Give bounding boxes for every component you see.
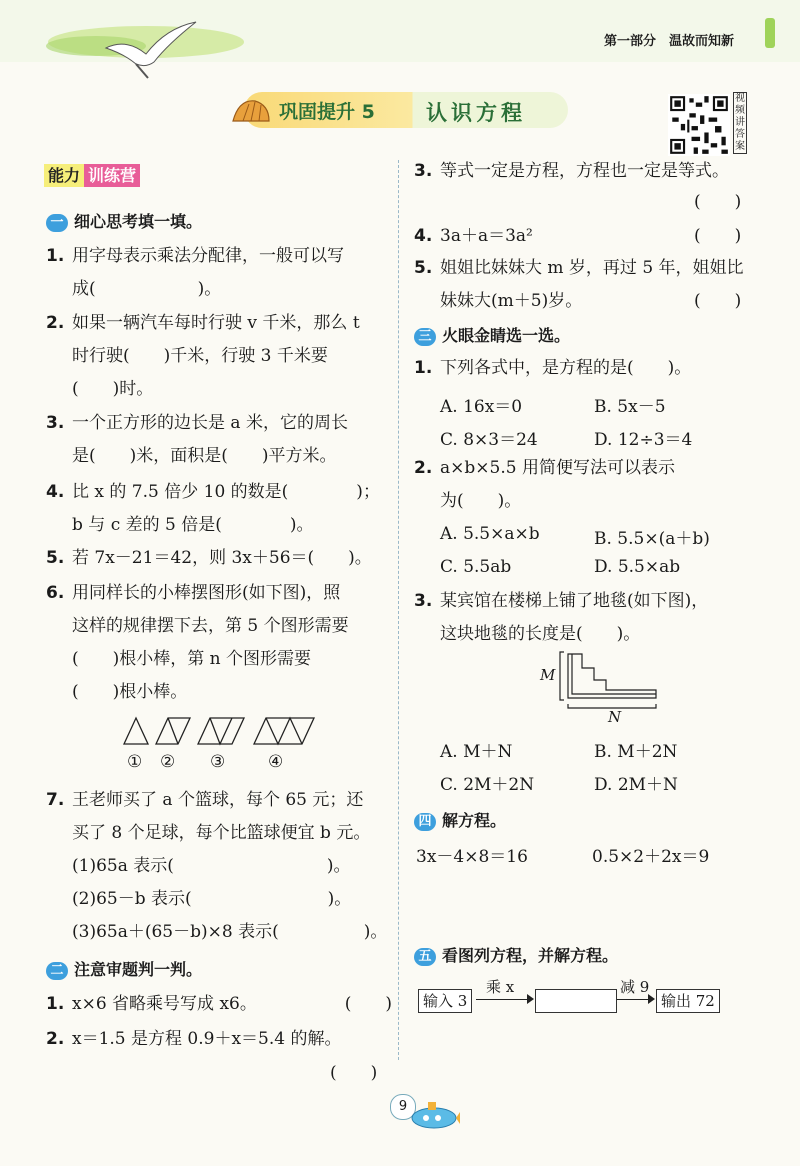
part-title: 第一部分 温故而知新 [604, 34, 735, 49]
s2-question-3 [414, 155, 764, 188]
q-text-line2: 妹妹大(m＋5)岁。 [440, 291, 583, 311]
q-number: 4. [46, 482, 65, 502]
judge-parens[interactable]: ( ) [694, 226, 742, 246]
figure-label-4: ④ [268, 752, 284, 772]
corner-decoration [765, 18, 775, 48]
q-text-line4[interactable]: ( )根小棒。 [72, 682, 188, 702]
triangle-pattern-figure [120, 712, 320, 748]
shell-icon [229, 95, 273, 125]
q-text-line2[interactable]: 时行驶( )千米，行驶 3 千米要 [72, 346, 328, 366]
flow-output-box: 输出 72 [656, 989, 720, 1013]
q-text: 用同样长的小棒摆图形(如下图)，照 [72, 583, 341, 603]
s2-question-1 [46, 988, 396, 1021]
q-text: 王老师买了 a 个篮球，每个 65 元；还 [72, 790, 364, 810]
section4-heading [414, 808, 506, 831]
qr-label: 视频讲答案 [735, 93, 745, 152]
section1-number: 一 [46, 214, 68, 232]
section5-heading [414, 943, 618, 966]
s1-question-5 [46, 542, 391, 575]
option-b[interactable]: B. 5.5×(a＋b) [594, 529, 710, 549]
figure-label-3: ③ [210, 752, 226, 772]
ability-badge [44, 163, 140, 187]
section3-heading [414, 323, 570, 346]
lesson-title-number: 巩固提升 5 [279, 101, 375, 123]
q-text[interactable]: 若 7x－21＝42，则 3x＋56＝( )。 [72, 548, 372, 568]
q-number: 3. [414, 161, 433, 181]
option-c[interactable]: C. 5.5ab [440, 557, 512, 577]
q-number: 4. [414, 226, 433, 246]
flow-input-box: 输入 3 [418, 989, 472, 1013]
section1-title: 细心思考填一填。 [74, 212, 203, 231]
s1-question-1 [46, 240, 391, 306]
lesson-title: 认识方程 [426, 101, 526, 125]
q7-sub-1[interactable]: (1)65a 表示( )。 [72, 856, 351, 876]
q-text-line2[interactable]: 是( )米，面积是( )平方米。 [72, 446, 337, 466]
option-a[interactable]: A. M＋N [440, 742, 513, 762]
figure-label-2: ② [160, 752, 176, 772]
section3-number: 三 [414, 328, 436, 346]
q-text[interactable]: 比 x 的 7.5 倍少 10 的数是( )； [72, 482, 380, 502]
q-number: 3. [46, 413, 65, 433]
option-a[interactable]: A. 16x＝0 [440, 397, 523, 417]
s3-question-1 [414, 352, 764, 385]
section5-number: 五 [414, 948, 436, 966]
q-text-line2[interactable]: 这块地毯的长度是( )。 [440, 624, 641, 644]
equation-2: 0.5×2＋2x＝9 [592, 847, 710, 867]
q-text-line2: 这样的规律摆下去，第 5 个图形需要 [72, 616, 349, 636]
s2-question-4 [414, 220, 764, 253]
q-text[interactable]: 下列各式中，是方程的是( )。 [440, 358, 692, 378]
flow-arrow-1 [476, 999, 532, 1000]
q-text: x×6 省略乘号写成 x6。 [72, 994, 257, 1014]
q-number: 7. [46, 790, 65, 810]
option-d[interactable]: D. 12÷3＝4 [594, 430, 693, 450]
q-number: 1. [46, 246, 65, 266]
q-text-line2[interactable]: 成( )。 [72, 279, 222, 299]
q-text: 一个正方形的边长是 a 米，它的周长 [72, 413, 348, 433]
s1-question-7 [46, 784, 396, 949]
section5-title: 看图列方程，并解方程。 [442, 946, 619, 965]
flow-arrow-2 [617, 999, 651, 1000]
option-b[interactable]: B. M＋2N [594, 742, 678, 762]
section2-title: 注意审题判一判。 [74, 960, 203, 979]
q-number: 3. [414, 591, 433, 611]
arrow-head-icon [648, 994, 655, 1004]
s3-question-2 [414, 452, 764, 518]
q-text-line2[interactable]: 为( )。 [440, 491, 522, 511]
q-text: 3a＋a＝3a² [440, 226, 533, 246]
judge-parens[interactable]: ( ) [694, 291, 742, 311]
section1-heading [46, 209, 202, 232]
submarine-icon [404, 1094, 460, 1134]
figure-label-n: N [608, 708, 622, 726]
s1-question-4 [46, 476, 391, 542]
s2-question-2 [46, 1023, 396, 1056]
q-number: 6. [46, 583, 65, 603]
q7-sub-2[interactable]: (2)65－b 表示( )。 [72, 889, 352, 909]
badge-part-a: 能力 [44, 164, 84, 187]
q-text-line3[interactable]: ( )时。 [72, 379, 154, 399]
option-d[interactable]: D. 2M＋N [594, 775, 678, 795]
judge-parens[interactable]: ( ) [344, 994, 392, 1014]
q-number: 5. [414, 258, 433, 278]
section2-heading [46, 957, 202, 980]
option-c[interactable]: C. 8×3＝24 [440, 430, 538, 450]
s3-question-3 [414, 585, 764, 651]
q-number: 2. [414, 458, 433, 478]
figure-label-1: ① [127, 752, 143, 772]
q-text-line3[interactable]: ( )根小棒，第 n 个图形需要 [72, 649, 312, 669]
carpet-stairs-figure [538, 648, 662, 720]
q-number: 1. [414, 358, 433, 378]
option-b[interactable]: B. 5x－5 [594, 397, 666, 417]
column-divider [398, 160, 400, 1060]
option-d[interactable]: D. 5.5×ab [594, 557, 681, 577]
page-number: 9 [390, 1094, 416, 1120]
arrow-head-icon [527, 994, 534, 1004]
q7-sub-3[interactable]: (3)65a＋(65－b)×8 表示( )。 [72, 922, 388, 942]
answer-area[interactable] [416, 870, 776, 930]
seagull-illustration [36, 8, 256, 80]
q-text: 某宾馆在楼梯上铺了地毯(如下图)， [440, 591, 709, 611]
q-number: 2. [46, 313, 65, 333]
q-number: 1. [46, 994, 65, 1014]
q-text: 用字母表示乘法分配律，一般可以写 [72, 246, 344, 266]
q-text: 姐姐比妹妹大 m 岁，再过 5 年，姐姐比 [440, 258, 744, 278]
q-text: 如果一辆汽车每时行驶 v 千米，那么 t [72, 313, 360, 333]
option-c[interactable]: C. 2M＋2N [440, 775, 535, 795]
q-number: 2. [46, 1029, 65, 1049]
q-text: 等式一定是方程，方程也一定是等式。 [440, 161, 729, 181]
flow-op1-label: 乘 x [486, 978, 515, 996]
q-text: a×b×5.5 用简便写法可以表示 [440, 458, 675, 478]
q-number: 5. [46, 548, 65, 568]
q-text-line2[interactable]: b 与 c 差的 5 倍是( )。 [72, 515, 314, 535]
equation-1: 3x－4×8＝16 [416, 847, 528, 867]
figure-label-m: M [540, 666, 556, 684]
judge-parens[interactable]: ( ) [694, 192, 742, 212]
q-text: x＝1.5 是方程 0.9＋x＝5.4 的解。 [72, 1029, 342, 1049]
flow-blank-box[interactable] [535, 989, 617, 1013]
s1-question-2 [46, 307, 391, 406]
section4-title: 解方程。 [442, 811, 507, 830]
section4-number: 四 [414, 813, 436, 831]
flow-op2-label: 减 9 [620, 978, 650, 996]
badge-part-b: 训练营 [84, 164, 140, 187]
section2-number: 二 [46, 962, 68, 980]
section3-title: 火眼金睛选一选。 [442, 326, 571, 345]
judge-parens[interactable]: ( ) [330, 1063, 378, 1083]
q-text-line2: 买了 8 个足球，每个比篮球便宜 b 元。 [72, 823, 371, 843]
qr-code-icon[interactable] [668, 94, 730, 156]
option-a[interactable]: A. 5.5×a×b [440, 524, 540, 544]
s1-question-6 [46, 577, 391, 709]
s1-question-3 [46, 407, 391, 473]
